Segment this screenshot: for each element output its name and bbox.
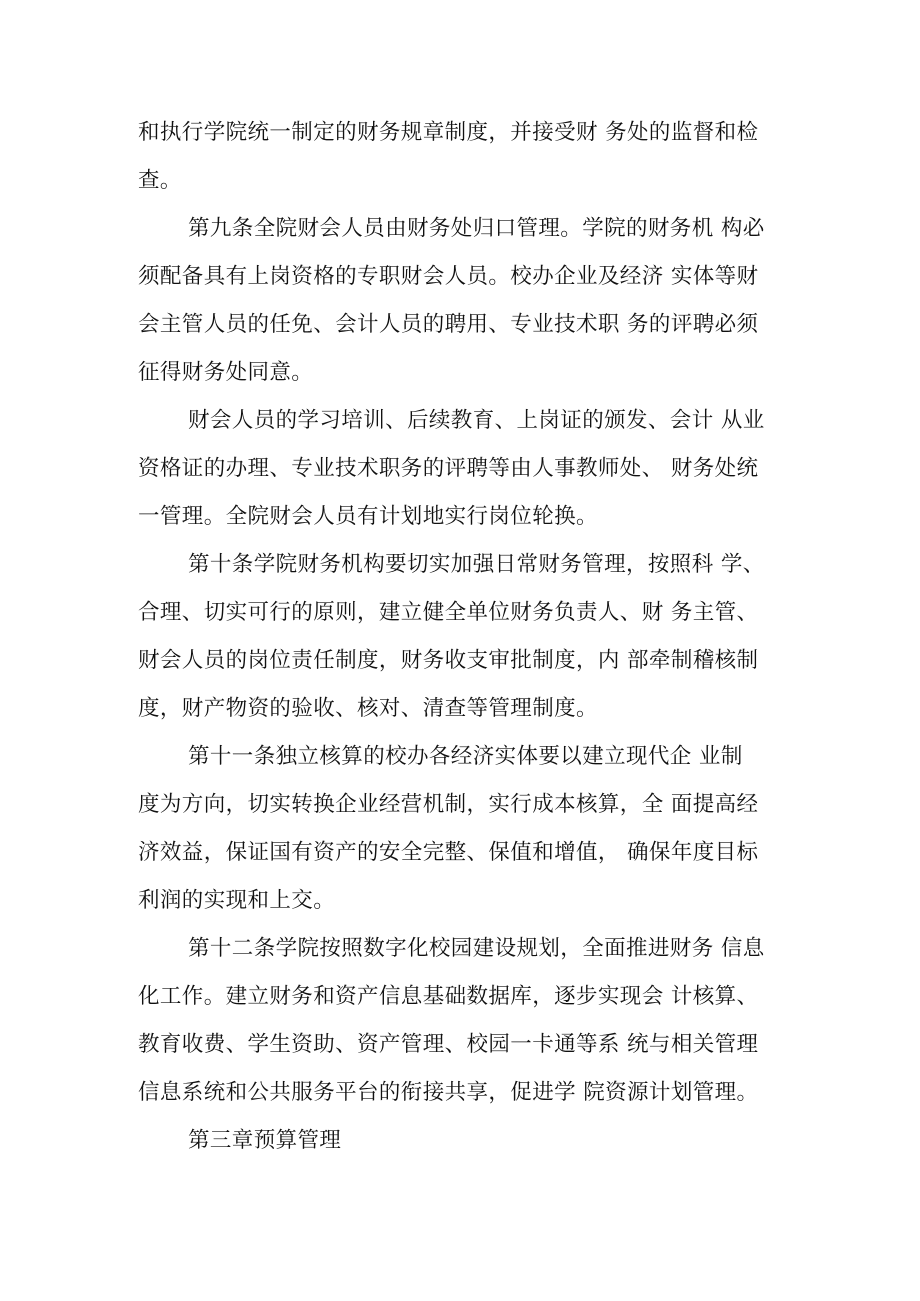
text-line: 度，财产物资的验收、核对、清查等管理制度。 [138, 696, 598, 721]
text-line: 财会人员的岗位责任制度，财务收支审批制度，内 部牵制稽核制 [138, 648, 759, 673]
paragraph-article-10-start: 第十条学院财务机构要切实加强日常财务管理，按照科 学、 [188, 552, 765, 577]
text-line: 一管理。全院财会人员有计划地实行岗位轮换。 [138, 504, 598, 529]
text-line: 利润的实现和上交。 [138, 888, 336, 913]
text-line: 会主管人员的任免、会计人员的聘用、专业技术职 务的评聘必须 [138, 312, 759, 337]
paragraph-article-12-start: 第十二条学院按照数字化校园建设规划，全面推进财务 信息 [188, 936, 765, 961]
paragraph-training-start: 财会人员的学习培训、后续教育、上岗证的颁发、会计 从业 [188, 408, 765, 433]
text-line: 化工作。建立财务和资产信息基础数据库，逐步实现会 计核算、 [138, 984, 759, 1009]
chapter-heading: 第三章预算管理 [188, 1128, 342, 1153]
text-line: 信息系统和公共服务平台的衔接共享，促进学 院资源计划管理。 [138, 1080, 759, 1105]
text-line: 查。 [138, 168, 182, 193]
text-line: 资格证的办理、专业技术职务的评聘等由人事教师处、 财务处统 [138, 456, 759, 481]
text-line: 合理、切实可行的原则，建立健全单位财务负责人、财 务主管、 [138, 600, 759, 625]
paragraph-article-9-start: 第九条全院财会人员由财务处归口管理。学院的财务机 构必 [188, 216, 765, 241]
paragraph-article-11-start: 第十一条独立核算的校办各经济实体要以建立现代企 业制 [188, 744, 743, 769]
text-line: 济效益，保证国有资产的安全完整、保值和增值， 确保年度目标 [138, 840, 759, 865]
text-line: 教育收费、学生资助、资产管理、校园一卡通等系 统与相关管理 [138, 1032, 759, 1057]
text-line: 征得财务处同意。 [138, 360, 314, 385]
text-line: 须配备具有上岗资格的专职财会人员。校办企业及经济 实体等财 [138, 264, 759, 289]
text-line: 度为方向，切实转换企业经营机制，实行成本核算，全 面提高经 [138, 792, 759, 817]
text-line: 和执行学院统一制定的财务规章制度，并接受财 务处的监督和检 [138, 120, 759, 145]
